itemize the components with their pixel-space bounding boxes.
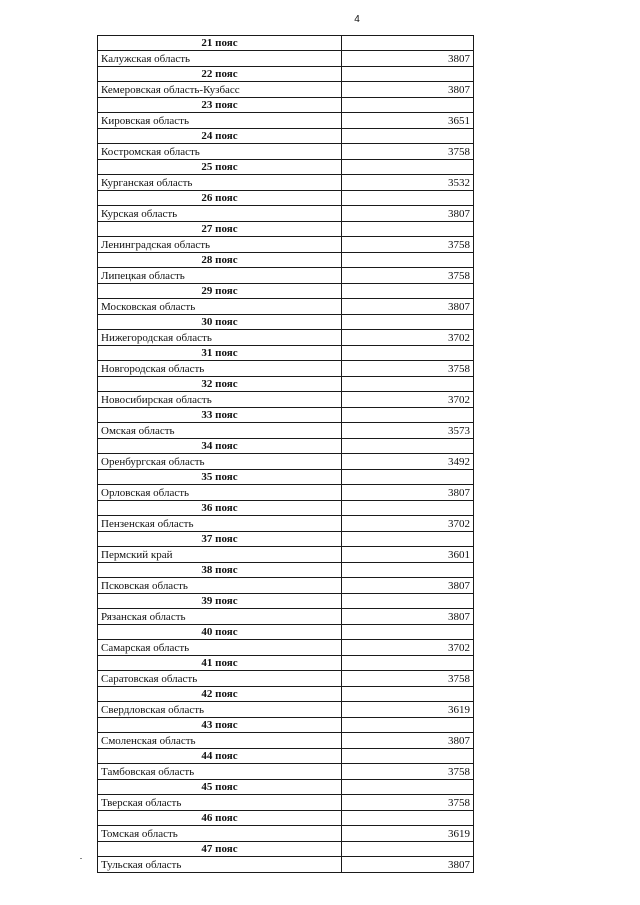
zone-header-row — [98, 129, 474, 144]
region-value: 3807 — [342, 609, 474, 625]
region-value: 3702 — [342, 330, 474, 346]
zone-header-row — [98, 191, 474, 206]
region-value: 3807 — [342, 485, 474, 501]
zone-empty-cell — [342, 129, 474, 144]
region-name: Томская область — [98, 826, 342, 842]
zone-empty-cell — [342, 346, 474, 361]
region-value: 3807 — [342, 733, 474, 749]
zone-empty-cell — [342, 718, 474, 733]
zone-header-row — [98, 842, 474, 857]
zone-header-row — [98, 687, 474, 702]
region-name: Оренбургская область — [98, 454, 342, 470]
zone-label: 28 пояс — [98, 253, 342, 268]
zone-label: 45 пояс — [98, 780, 342, 795]
zone-header-row — [98, 284, 474, 299]
region-value: 3702 — [342, 516, 474, 532]
zone-empty-cell — [342, 439, 474, 454]
region-value: 3758 — [342, 144, 474, 160]
zone-price-table — [97, 35, 474, 873]
zone-label: 36 пояс — [98, 501, 342, 516]
region-row — [98, 392, 474, 408]
zone-header-row — [98, 253, 474, 268]
region-row — [98, 113, 474, 129]
zone-label: 47 пояс — [98, 842, 342, 857]
region-row — [98, 733, 474, 749]
table-body — [98, 36, 474, 873]
region-value: 3758 — [342, 361, 474, 377]
zone-header-row — [98, 718, 474, 733]
zone-empty-cell — [342, 98, 474, 113]
region-value: 3807 — [342, 857, 474, 873]
region-value: 3651 — [342, 113, 474, 129]
zone-header-row — [98, 594, 474, 609]
region-row — [98, 547, 474, 563]
region-name: Тульская область — [98, 857, 342, 873]
zone-label: 31 пояс — [98, 346, 342, 361]
region-row — [98, 268, 474, 284]
region-value: 3573 — [342, 423, 474, 439]
zone-label: 43 пояс — [98, 718, 342, 733]
zone-header-row — [98, 625, 474, 640]
zone-label: 22 пояс — [98, 67, 342, 82]
region-name: Пермский край — [98, 547, 342, 563]
zone-empty-cell — [342, 625, 474, 640]
zone-empty-cell — [342, 36, 474, 51]
zone-label: 29 пояс — [98, 284, 342, 299]
region-name: Смоленская область — [98, 733, 342, 749]
region-value: 3601 — [342, 547, 474, 563]
region-name: Омская область — [98, 423, 342, 439]
region-name: Рязанская область — [98, 609, 342, 625]
region-value: 3619 — [342, 702, 474, 718]
region-value: 3807 — [342, 206, 474, 222]
zone-empty-cell — [342, 501, 474, 516]
zone-label: 44 пояс — [98, 749, 342, 764]
zone-empty-cell — [342, 284, 474, 299]
region-row — [98, 857, 474, 873]
region-name: Московская область — [98, 299, 342, 315]
region-name: Тверская область — [98, 795, 342, 811]
region-name: Курская область — [98, 206, 342, 222]
region-value: 3619 — [342, 826, 474, 842]
region-value: 3758 — [342, 764, 474, 780]
zone-header-row — [98, 563, 474, 578]
zone-header-row — [98, 315, 474, 330]
zone-empty-cell — [342, 811, 474, 826]
zone-header-row — [98, 98, 474, 113]
region-value: 3807 — [342, 299, 474, 315]
region-name: Самарская область — [98, 640, 342, 656]
zone-label: 38 пояс — [98, 563, 342, 578]
region-value: 3807 — [342, 578, 474, 594]
region-row — [98, 764, 474, 780]
zone-label: 37 пояс — [98, 532, 342, 547]
zone-header-row — [98, 656, 474, 671]
region-value: 3807 — [342, 51, 474, 67]
zone-empty-cell — [342, 377, 474, 392]
zone-label: 32 пояс — [98, 377, 342, 392]
region-name: Курганская область — [98, 175, 342, 191]
region-row — [98, 361, 474, 377]
region-row — [98, 299, 474, 315]
region-row — [98, 175, 474, 191]
zone-label: 27 пояс — [98, 222, 342, 237]
zone-label: 35 пояс — [98, 470, 342, 485]
page-number: 4 — [354, 14, 360, 25]
region-value: 3702 — [342, 640, 474, 656]
zone-label: 39 пояс — [98, 594, 342, 609]
zone-empty-cell — [342, 67, 474, 82]
region-row — [98, 671, 474, 687]
region-name: Псковская область — [98, 578, 342, 594]
region-name: Костромская область — [98, 144, 342, 160]
region-name: Новгородская область — [98, 361, 342, 377]
region-row — [98, 144, 474, 160]
zone-header-row — [98, 470, 474, 485]
zone-label: 40 пояс — [98, 625, 342, 640]
zone-label: 26 пояс — [98, 191, 342, 206]
region-row — [98, 454, 474, 470]
zone-label: 21 пояс — [98, 36, 342, 51]
region-value: 3807 — [342, 82, 474, 98]
zone-empty-cell — [342, 749, 474, 764]
zone-header-row — [98, 780, 474, 795]
zone-header-row — [98, 811, 474, 826]
region-value: 3702 — [342, 392, 474, 408]
region-row — [98, 206, 474, 222]
region-row — [98, 516, 474, 532]
region-row — [98, 237, 474, 253]
zone-empty-cell — [342, 656, 474, 671]
region-row — [98, 578, 474, 594]
region-name: Ленинградская область — [98, 237, 342, 253]
region-name: Свердловская область — [98, 702, 342, 718]
region-name: Нижегородская область — [98, 330, 342, 346]
zone-header-row — [98, 439, 474, 454]
region-row — [98, 51, 474, 67]
zone-header-row — [98, 408, 474, 423]
region-name: Тамбовская область — [98, 764, 342, 780]
region-value: 3532 — [342, 175, 474, 191]
zone-header-row — [98, 377, 474, 392]
zone-label: 33 пояс — [98, 408, 342, 423]
region-row — [98, 330, 474, 346]
zone-header-row — [98, 67, 474, 82]
zone-label: 25 пояс — [98, 160, 342, 175]
zone-empty-cell — [342, 842, 474, 857]
region-value: 3758 — [342, 795, 474, 811]
region-value: 3758 — [342, 237, 474, 253]
zone-label: 42 пояс — [98, 687, 342, 702]
region-row — [98, 82, 474, 98]
zone-empty-cell — [342, 687, 474, 702]
region-name: Саратовская область — [98, 671, 342, 687]
zone-empty-cell — [342, 470, 474, 485]
zone-label: 24 пояс — [98, 129, 342, 144]
region-name: Новосибирская область — [98, 392, 342, 408]
zone-header-row — [98, 532, 474, 547]
region-name: Кемеровская область-Кузбасс — [98, 82, 342, 98]
zone-header-row — [98, 222, 474, 237]
zone-empty-cell — [342, 253, 474, 268]
zone-empty-cell — [342, 780, 474, 795]
zone-header-row — [98, 749, 474, 764]
zone-empty-cell — [342, 222, 474, 237]
scan-speck — [80, 858, 82, 859]
region-name: Калужская область — [98, 51, 342, 67]
region-value: 3758 — [342, 268, 474, 284]
region-row — [98, 485, 474, 501]
zone-empty-cell — [342, 315, 474, 330]
region-name: Пензенская область — [98, 516, 342, 532]
zone-label: 23 пояс — [98, 98, 342, 113]
zone-label: 30 пояс — [98, 315, 342, 330]
region-value: 3758 — [342, 671, 474, 687]
region-name: Орловская область — [98, 485, 342, 501]
region-row — [98, 423, 474, 439]
zone-header-row — [98, 36, 474, 51]
zone-label: 34 пояс — [98, 439, 342, 454]
zone-empty-cell — [342, 408, 474, 423]
zone-header-row — [98, 501, 474, 516]
zone-header-row — [98, 346, 474, 361]
zone-empty-cell — [342, 160, 474, 175]
region-row — [98, 795, 474, 811]
region-name: Кировская область — [98, 113, 342, 129]
zone-label: 41 пояс — [98, 656, 342, 671]
region-row — [98, 640, 474, 656]
region-row — [98, 826, 474, 842]
zone-empty-cell — [342, 594, 474, 609]
zone-header-row — [98, 160, 474, 175]
region-name: Липецкая область — [98, 268, 342, 284]
region-value: 3492 — [342, 454, 474, 470]
zone-empty-cell — [342, 191, 474, 206]
zone-empty-cell — [342, 563, 474, 578]
zone-label: 46 пояс — [98, 811, 342, 826]
region-row — [98, 609, 474, 625]
region-row — [98, 702, 474, 718]
zone-empty-cell — [342, 532, 474, 547]
